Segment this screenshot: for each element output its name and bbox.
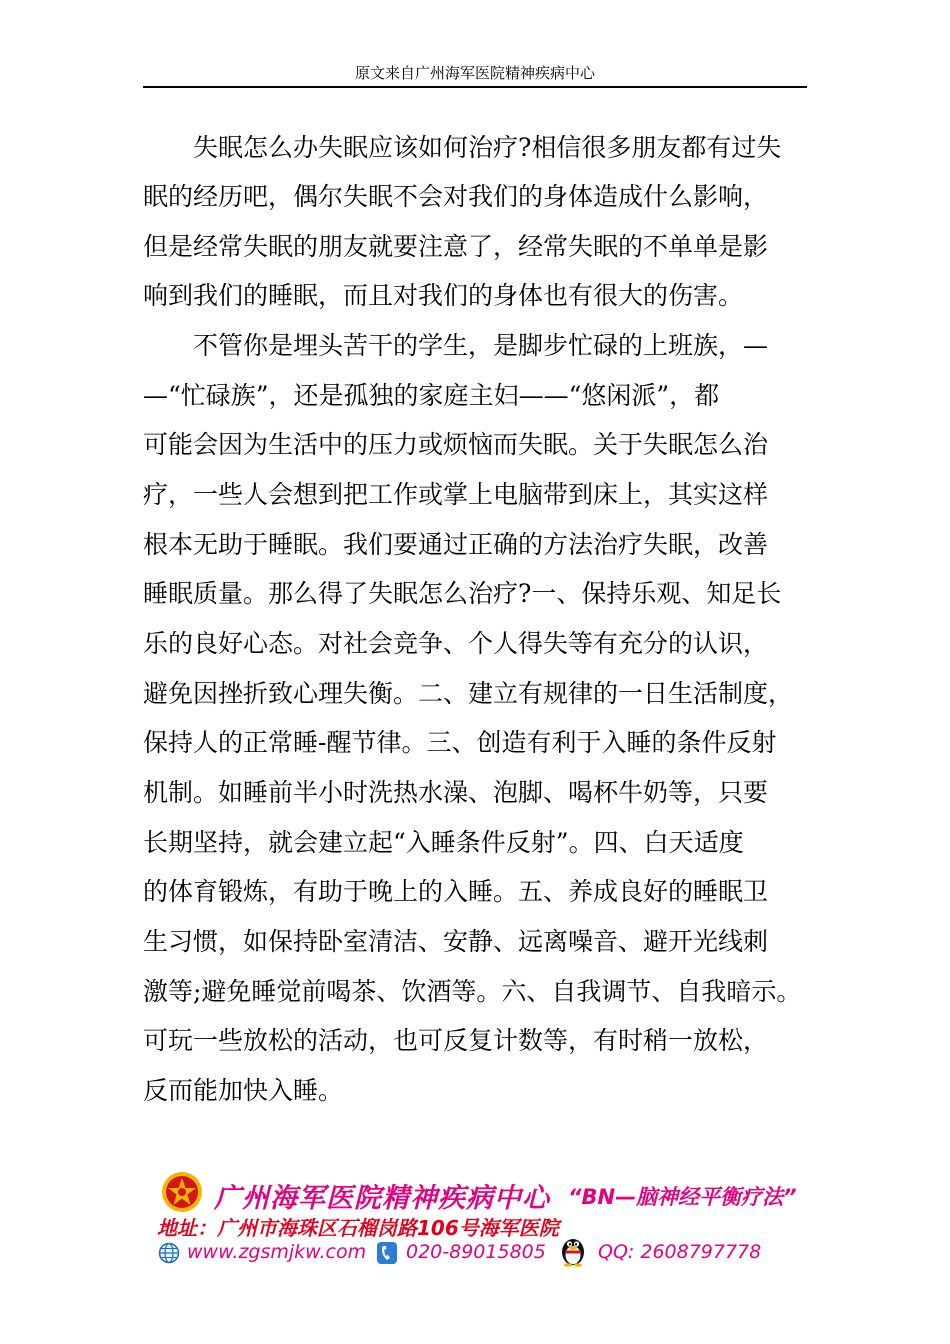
- phone-number: 020-89015805: [406, 1241, 546, 1263]
- penguin-icon: [558, 1233, 588, 1267]
- body-line: 生习惯，如保持卧室清洁、安静、远离噪音、避开光线刺: [143, 927, 769, 956]
- body-line: 乐的良好心态。对社会竞争、个人得失等有充分的认识，: [143, 629, 769, 658]
- body-line: 反而能加快入睡。: [143, 1076, 344, 1105]
- header-title: 原文来自广州海军医院精神疾病中心: [354, 64, 595, 82]
- body-line: 睡眠质量。那么得了失眠怎么治疗?一、保持乐观、知足长: [143, 579, 782, 608]
- body-line: 眠的经历吧，偶尔失眠不会对我们的身体造成什么影响，: [143, 182, 769, 211]
- body-line: 不管你是埋头苦干的学生，是脚步忙碌的上班族，—: [143, 331, 769, 360]
- body-line: 的体育锻炼，有助于晚上的入睡。五、养成良好的睡眠卫: [143, 877, 769, 906]
- body-line: 但是经常失眠的朋友就要注意了，经常失眠的不单单是影: [143, 232, 769, 261]
- body-line: 根本无助于睡眠。我们要通过正确的方法治疗失眠，改善: [143, 530, 769, 559]
- qq-number: QQ: 2608797778: [598, 1241, 762, 1263]
- body-line: 响到我们的睡眠，而且对我们的身体也有很大的伤害。: [143, 281, 744, 310]
- phone-icon: [376, 1241, 398, 1265]
- hospital-name: 广州海军医院精神疾病中心: [214, 1183, 550, 1214]
- address: 地址：广州市海珠区石榴岗路106号海军医院: [157, 1216, 559, 1240]
- header-divider: [143, 86, 807, 88]
- body-line: 长期坚持，就会建立起“入睡条件反射”。四、白天适度: [143, 828, 744, 857]
- body-line: 避免因挫折致心理失衡。二、建立有规律的一日生活制度，: [143, 679, 794, 708]
- body-line: 保持人的正常睡-醒节律。三、创造有利于入睡的条件反射: [143, 728, 777, 757]
- body-line: 可玩一些放松的活动，也可反复计数等，有时稍一放松，: [143, 1026, 769, 1055]
- body-line: 疗，一些人会想到把工作或掌上电脑带到床上，其实这样: [143, 480, 769, 509]
- body-line: 可能会因为生活中的压力或烦恼而失眠。关于失眠怎么治: [143, 430, 769, 459]
- body-line: 失眠怎么办失眠应该如何治疗?相信很多朋友都有过失: [143, 133, 782, 162]
- body-line: 机制。如睡前半小时洗热水澡、泡脚、喝杯牛奶等，只要: [143, 778, 769, 807]
- body-line: 激等;避免睡觉前喝茶、饮酒等。六、自我调节、自我暗示。: [143, 977, 802, 1006]
- website-link[interactable]: www.zgsmjkw.com: [187, 1241, 367, 1263]
- body-line: —“忙碌族”，还是孤独的家庭主妇——“悠闲派”，都: [143, 381, 720, 410]
- slogan: “BN—脑神经平衡疗法”: [568, 1185, 797, 1209]
- globe-icon: [158, 1242, 180, 1264]
- navy-emblem-icon: [160, 1170, 204, 1214]
